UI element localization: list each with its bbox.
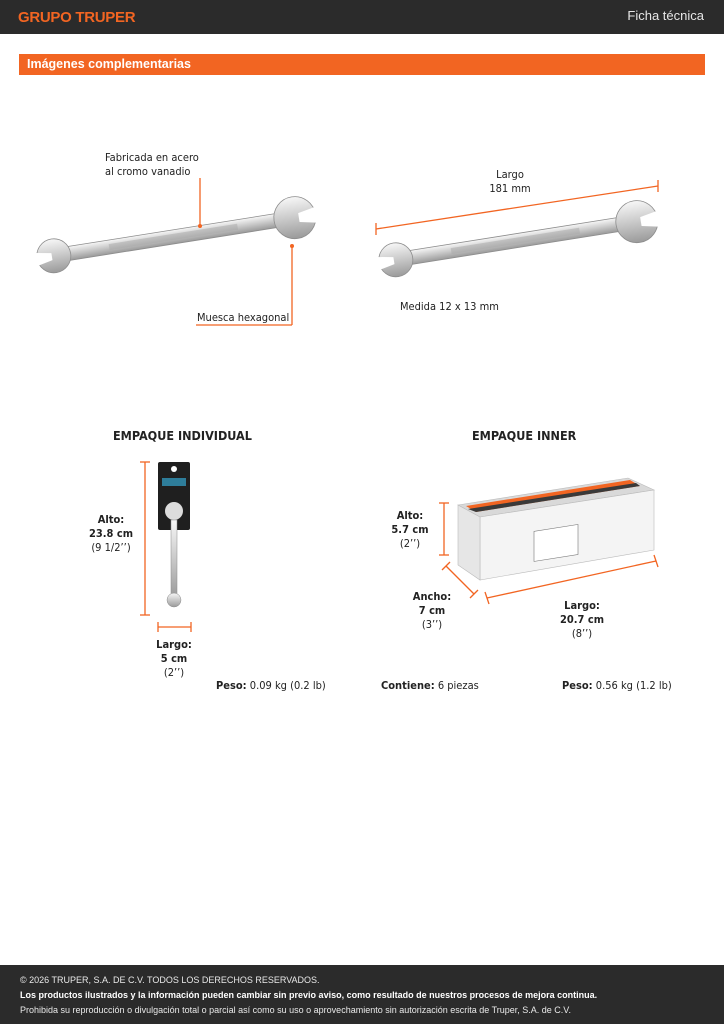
individual-package-title: EMPAQUE INDIVIDUAL (113, 428, 252, 443)
inner-height-title: Alto: (396, 509, 424, 522)
footer-copyright: © 2026 TRUPER, S.A. DE C.V. TODOS LOS DERECHOS RESERVADOS. (20, 975, 320, 985)
individual-length-in: (2’’) (163, 666, 185, 679)
material-line-1: Fabricada en acero (105, 151, 199, 164)
inner-contents-value: 6 piezas (437, 679, 479, 692)
inner-package-title: EMPAQUE INNER (472, 428, 577, 443)
footer (0, 965, 724, 1024)
length-callout (480, 168, 540, 196)
document-type: Ficha técnica (627, 8, 704, 23)
footer-prohibition: Prohibida su reproducción o divulgación total o parcial así como su uso o aprovechamiento sin autorización escrita de Truper, S.A. de C.V. (20, 1005, 571, 1015)
inner-length-cm: 20.7 cm (559, 613, 605, 626)
material-line-2: al cromo vanadio (105, 165, 191, 178)
inner-length-title: Largo: (564, 599, 600, 612)
section-title: Imágenes complementarias (27, 57, 191, 71)
individual-height-in: (9 1/2’’) (91, 541, 131, 554)
inner-height-cm: 5.7 cm (391, 523, 429, 536)
inner-width-title: Ancho: (412, 590, 452, 603)
inner-contents-label: Contiene: (381, 679, 435, 692)
inner-width-in: (3’’) (421, 618, 443, 631)
individual-height-cm: 23.8 cm (88, 527, 134, 540)
individual-weight-label: Peso: (216, 679, 247, 692)
length-value: 181 mm (489, 182, 531, 195)
inner-width-cm: 7 cm (418, 604, 446, 617)
inner-length (557, 599, 607, 641)
inner-width (407, 590, 457, 632)
inner-contents (381, 679, 479, 693)
individual-weight (216, 679, 326, 693)
inner-weight-label: Peso: (562, 679, 593, 692)
individual-length (149, 638, 199, 680)
individual-length-cm: 5 cm (160, 652, 188, 665)
inner-weight-value: 0.56 kg (1.2 lb) (595, 679, 672, 692)
measure-label: Medida 12 x 13 mm (400, 300, 499, 313)
inner-height-in: (2’’) (399, 537, 421, 550)
inner-weight (562, 679, 672, 693)
footer-disclaimer: Los productos ilustrados y la información pueden cambiar sin previo aviso, como resultado de nuestros procesos de mejora continua. (20, 990, 598, 1000)
individual-length-title: Largo: (156, 638, 192, 651)
individual-height (86, 513, 136, 555)
brand-logo: GRUPO TRUPER (18, 9, 136, 26)
material-callout (105, 151, 199, 179)
inner-length-in: (8’’) (571, 627, 593, 640)
individual-weight-value: 0.09 kg (0.2 lb) (249, 679, 326, 692)
notch-callout: Muesca hexagonal (197, 311, 290, 324)
length-title: Largo (496, 168, 524, 181)
individual-height-title: Alto: (97, 513, 125, 526)
inner-height (385, 509, 435, 551)
